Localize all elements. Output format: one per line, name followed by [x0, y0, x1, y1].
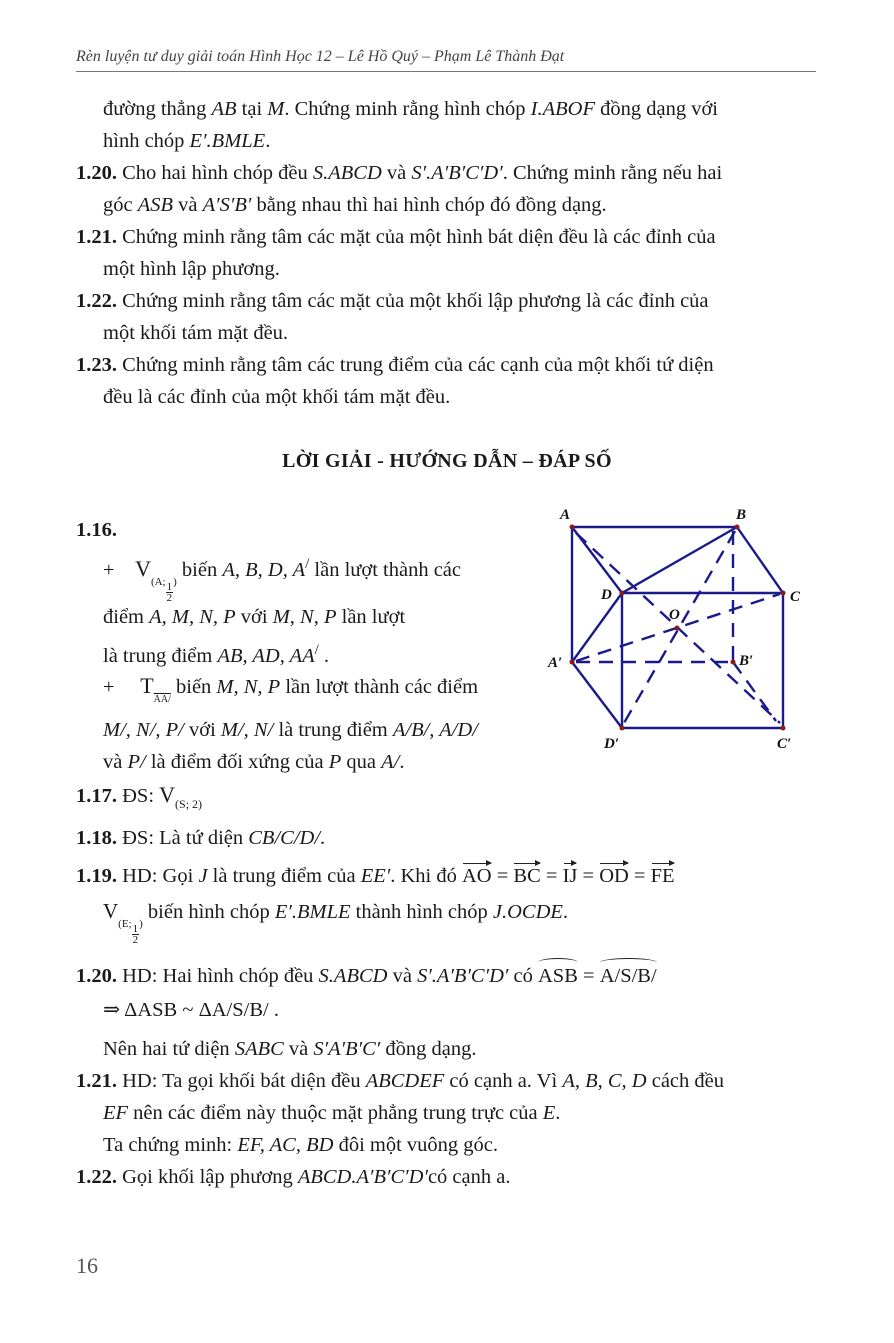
math: I.ABOF	[530, 98, 595, 120]
math: S.ABCD	[312, 162, 382, 184]
math: AB, AD, AA	[217, 644, 315, 667]
math: A/	[381, 751, 400, 773]
prime: /	[305, 556, 310, 572]
math: E′.BMLE	[274, 901, 351, 923]
text: ĐS: Là tứ diện	[117, 827, 249, 849]
exercise-123-line-2: đều là các đỉnh của một khối tám mặt đều.	[103, 386, 451, 408]
vector: OD	[599, 865, 629, 887]
text: Chứng minh rằng tâm các trung điểm của các cạnh của một khối tứ diện	[117, 354, 714, 376]
solution-number: 1.16.	[76, 519, 117, 541]
label-B: B	[736, 507, 747, 523]
math: M	[267, 98, 285, 120]
homothety-subscript	[118, 918, 143, 946]
text: Nên hai tứ diện	[103, 1038, 235, 1060]
math: P	[328, 751, 342, 773]
text: có cạnh a. Vì	[444, 1070, 563, 1092]
equals: =	[577, 865, 600, 887]
solution-121-line-2	[103, 1101, 560, 1125]
equals: =	[491, 865, 514, 887]
math: A/B/, A/D/	[392, 719, 478, 741]
math: J.OCDE	[492, 901, 563, 923]
equals: =	[628, 865, 651, 887]
text: tại	[236, 98, 268, 120]
solution-116-line-1	[103, 552, 462, 604]
label-C: C	[790, 589, 801, 605]
math: J	[198, 865, 208, 887]
point-C1	[781, 726, 786, 731]
bullet: +	[103, 558, 115, 581]
text: thành hình chóp	[350, 901, 493, 923]
solution-120-line-1	[76, 964, 657, 988]
homothety-symbol: V	[103, 899, 119, 923]
math: M/, N/, P/	[103, 719, 184, 741]
exercise-number: 1.22.	[76, 290, 117, 312]
prime: /	[314, 642, 319, 658]
text: lần lượt thành các điểm	[280, 676, 479, 698]
edge-DA1	[572, 593, 622, 662]
solution-116-line-5	[103, 718, 478, 742]
solution-119-line-2	[103, 899, 569, 946]
angle: ASB	[538, 965, 578, 987]
math: E′.BMLE	[189, 130, 266, 152]
math: A′S′B′	[202, 194, 252, 216]
solution-number: 1.17.	[76, 785, 117, 807]
text: .	[265, 130, 271, 152]
text: HD: Ta gọi khối bát diện đều	[117, 1070, 366, 1092]
header-divider	[76, 71, 816, 72]
text: nên các điểm này thuộc mặt phẳng trung trực của	[128, 1102, 543, 1124]
math: ABCDEF	[365, 1070, 445, 1092]
solution-number: 1.21.	[76, 1070, 117, 1092]
text: lần lượt	[336, 606, 406, 628]
solution-116-number	[76, 518, 117, 542]
text: .	[399, 751, 405, 773]
math: S′.A′B′C′D′	[417, 965, 509, 987]
text: qua	[341, 751, 382, 773]
solution-116-line-3	[103, 638, 329, 668]
text: . Chứng minh rằng hình chóp	[284, 98, 531, 120]
section-title: LỜI GIẢI - HƯỚNG DẪN – ĐÁP SỐ	[282, 450, 612, 472]
solution-number: 1.19.	[76, 865, 117, 887]
numerator: 1	[166, 580, 173, 593]
text: là trung điểm	[103, 644, 218, 667]
point-D	[620, 591, 625, 596]
text: và	[283, 1038, 314, 1060]
angle: A/S/B/	[599, 965, 657, 987]
math: A, M, N, P	[149, 606, 236, 628]
text: Chứng minh rằng tâm các mặt của một hình bát diện đều là các đỉnh của	[117, 226, 716, 248]
exercise-121-line-2: một hình lập phương.	[103, 258, 280, 280]
text: biến	[170, 676, 217, 698]
text: điểm	[103, 606, 150, 628]
math: ASB	[137, 194, 174, 216]
exercise-122-line-2: một khối tám mặt đều.	[103, 322, 289, 344]
sub-text: (A;	[150, 575, 166, 588]
exercise-120-line-2	[103, 193, 607, 217]
point-A	[570, 525, 575, 530]
text: với	[183, 719, 221, 741]
cube-figure	[540, 495, 820, 765]
text: ĐS:	[117, 785, 160, 807]
solution-121-line-3	[103, 1133, 498, 1157]
text: là điểm đối xứng của	[145, 751, 329, 773]
text: . Khi đó	[390, 865, 462, 887]
exercise-number: 1.21.	[76, 226, 117, 248]
edge-BC	[737, 527, 783, 593]
exercise-119-line-1	[103, 97, 718, 121]
math: SABC	[234, 1038, 284, 1060]
exercise-number: 1.20.	[76, 162, 117, 184]
text: và	[387, 965, 418, 987]
text: là trung điểm	[273, 719, 393, 741]
solution-number: 1.20.	[76, 965, 117, 987]
point-B1	[731, 660, 736, 665]
math: M, N, P	[216, 676, 281, 698]
vector: AO	[461, 865, 492, 887]
page-number: 16	[76, 1253, 98, 1278]
solution-116-line-6	[103, 750, 404, 774]
label-D1: D′	[604, 736, 620, 752]
point-D1	[620, 726, 625, 731]
label-A1: A′	[548, 655, 563, 671]
text: lần lượt thành các	[309, 558, 462, 581]
solution-118	[76, 826, 325, 850]
math: P/	[127, 751, 146, 773]
text: góc	[103, 194, 138, 216]
math: S′.A′B′C′D′	[411, 162, 503, 184]
text: biến	[176, 558, 223, 581]
math: EF, AC, BD	[237, 1134, 334, 1156]
text: có	[508, 965, 538, 987]
point-B	[735, 525, 740, 530]
vector: FE	[650, 865, 675, 887]
math: S′A′B′C′	[313, 1038, 381, 1060]
exercise-123-line-1	[76, 353, 714, 377]
text: Gọi khối lập phương	[117, 1166, 298, 1188]
solution-119-line-1	[76, 864, 675, 888]
text: cách đều	[646, 1070, 724, 1092]
edge-DB	[622, 527, 737, 593]
homothety-symbol: V	[159, 782, 176, 807]
exercise-122-line-1	[76, 289, 709, 313]
text: đồng dạng với	[594, 98, 718, 120]
numerator: 1	[132, 922, 139, 935]
math: A, B, D, A	[222, 558, 306, 581]
translation-vector: AA/	[153, 694, 171, 705]
label-A: A	[560, 507, 571, 523]
sub-text: )	[173, 575, 177, 588]
solution-number: 1.18.	[76, 827, 117, 849]
text: có cạnh a.	[427, 1166, 511, 1188]
label-D: D	[601, 587, 612, 603]
homothety-subscript: (S; 2)	[175, 797, 203, 811]
fraction	[132, 924, 140, 945]
homothety-subscript	[150, 575, 177, 604]
vector: BC	[513, 865, 541, 887]
text: .	[562, 901, 569, 923]
text: . Chứng minh rằng nếu hai	[502, 162, 723, 184]
math: EF	[103, 1102, 129, 1124]
solution-116-line-4	[103, 674, 478, 703]
label-C1: C′	[777, 736, 792, 752]
sub-text: )	[139, 918, 143, 930]
equals: =	[577, 965, 600, 987]
denominator: 2	[132, 933, 139, 946]
solution-116-line-2	[103, 605, 405, 629]
text: hình chóp	[103, 130, 190, 152]
label-O: O	[669, 607, 680, 623]
fraction	[166, 582, 174, 603]
text: đôi một vuông góc.	[333, 1134, 498, 1156]
exercise-119-line-2	[103, 129, 270, 153]
point-A1	[570, 660, 575, 665]
math: M/, N/	[220, 719, 274, 741]
sub-text: (E;	[118, 918, 132, 930]
text: HD: Gọi	[117, 865, 199, 887]
edge-A1D1	[572, 662, 622, 728]
text: với	[235, 606, 273, 628]
text: đường thẳng	[103, 98, 212, 120]
vector: IJ	[562, 865, 578, 887]
solution-121-line-1	[76, 1069, 724, 1093]
text: Chứng minh rằng tâm các mặt của một khối lập phương là các đỉnh của	[117, 290, 709, 312]
solution-120-line-3	[103, 1037, 477, 1061]
translation-symbol: T	[140, 673, 154, 698]
text: biến hình chóp	[142, 901, 275, 923]
math: S.ABCD	[318, 965, 388, 987]
text: HD: Hai hình chóp đều	[117, 965, 319, 987]
homothety-symbol: V	[135, 555, 151, 581]
point-C	[781, 591, 786, 596]
text: và	[173, 194, 203, 216]
text: và	[103, 751, 128, 773]
exercise-number: 1.23.	[76, 354, 117, 376]
math: A, B, C, D	[562, 1070, 647, 1092]
text: Ta chứng minh:	[103, 1134, 238, 1156]
text: bằng nhau thì hai hình chóp đó đồng dạng.	[251, 194, 607, 216]
equals: =	[540, 865, 563, 887]
solution-117	[76, 783, 202, 810]
math: AB	[211, 98, 237, 120]
text: .	[555, 1102, 561, 1124]
point-O	[675, 626, 680, 631]
text: .	[320, 827, 326, 849]
text: Cho hai hình chóp đều	[117, 162, 313, 184]
math: CB/C/D/	[248, 827, 321, 849]
solution-number: 1.22.	[76, 1166, 117, 1188]
exercise-120-line-1	[76, 161, 722, 185]
text: là trung điểm của	[207, 865, 361, 887]
running-header: Rèn luyện tư duy giải toán Hình Học 12 – Lê Hồ Quý – Phạm Lê Thành Đạt	[76, 48, 565, 65]
denominator: 2	[166, 591, 173, 604]
bullet: +	[103, 676, 115, 698]
math: EE′	[360, 865, 391, 887]
solution-120-line-2: ⇒ ΔASB ~ ΔA/S/B/ .	[103, 999, 279, 1021]
text: đồng dạng.	[380, 1038, 477, 1060]
math: M, N, P	[272, 606, 337, 628]
math: ABCD.A′B′C′D′	[297, 1166, 428, 1188]
label-B1: B′	[739, 653, 754, 669]
text: và	[381, 162, 412, 184]
exercise-121-line-1	[76, 225, 716, 249]
solution-122	[76, 1165, 510, 1189]
text: .	[318, 644, 330, 667]
math: E	[542, 1102, 556, 1124]
